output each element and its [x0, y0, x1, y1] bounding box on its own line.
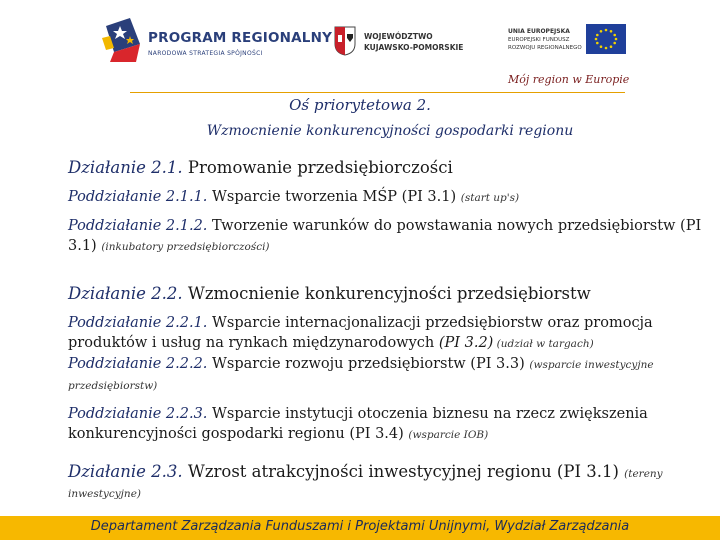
subaction-2-2-3: Poddziałanie 2.2.3. Wsparcie instytucji otoczenia biznesu na rzecz zwiększenia konkurencyjności gospodarki regionu (PI 3.4) (wsparcie IOB) — [68, 406, 648, 442]
subaction-2-2-2: Poddziałanie 2.2.2. Wsparcie rozwoju przedsiębiorstw (PI 3.3) (wsparcie inwestycyjne przedsiębiorstw) — [68, 356, 654, 392]
subaction-2-1-1: Poddziałanie 2.1.1. Wsparcie tworzenia MŚP (PI 3.1) (start up's) — [68, 189, 520, 205]
logo-bar — [0, 0, 720, 86]
wojewodztwo-line1: WOJEWÓDZTWO — [364, 32, 433, 41]
program-regionalny-subtitle: NARODOWA STRATEGIA SPÓJNOŚCI — [148, 50, 263, 57]
axis-subtitle: Wzmocnienie konkurencyjności gospodarki regionu — [206, 123, 574, 139]
wojewodztwo-line2: KUJAWSKO-POMORSKIE — [364, 43, 464, 52]
wojewodztwo-crest-icon — [334, 26, 356, 56]
ue-line1: UNIA EUROPEJSKA — [508, 28, 570, 35]
footer-bar — [0, 516, 720, 540]
footer-text: Departament Zarządzania Funduszami i Projektami Unijnymi, Wydział Zarządzania — [90, 519, 630, 534]
priority-content — [68, 157, 708, 503]
ue-line3: ROZWOJU REGIONALNEGO — [508, 45, 582, 51]
program-regionalny-title: PROGRAM REGIONALNY — [148, 30, 333, 46]
motto-text: Mój region w Europie — [508, 73, 630, 86]
eu-flag-icon — [586, 24, 626, 54]
action-2-3: Działanie 2.3. Wzrost atrakcyjności inwestycyjnej regionu (PI 3.1) (tereny inwestycyjne) — [68, 462, 663, 500]
subaction-2-1-2: Poddziałanie 2.1.2. Tworzenie warunków do powstawania nowych przedsiębiorstw (PI 3.1) (inkubatory przedsiębiorczości) — [68, 218, 702, 254]
action-2-1: Działanie 2.1. Promowanie przedsiębiorczości — [68, 158, 453, 177]
ue-line2: EUROPEJSKI FUNDUSZ — [508, 37, 570, 43]
unia-europejska-logo — [504, 24, 629, 64]
subaction-2-2-1: Poddziałanie 2.2.1. Wsparcie internacjonalizacji przedsiębiorstw oraz promocja produktów i usług na rynkach międzynarodowych (PI 3.2) (udział w targach) — [68, 315, 653, 351]
program-regionalny-mark-icon — [100, 18, 144, 64]
header-divider — [130, 92, 625, 93]
program-regionalny-logo — [100, 18, 333, 68]
action-2-2: Działanie 2.2. Wzmocnienie konkurencyjności przedsiębiorstw — [68, 284, 591, 303]
axis-title: Oś priorytetowa 2. — [289, 96, 431, 114]
wojewodztwo-logo — [334, 26, 484, 60]
